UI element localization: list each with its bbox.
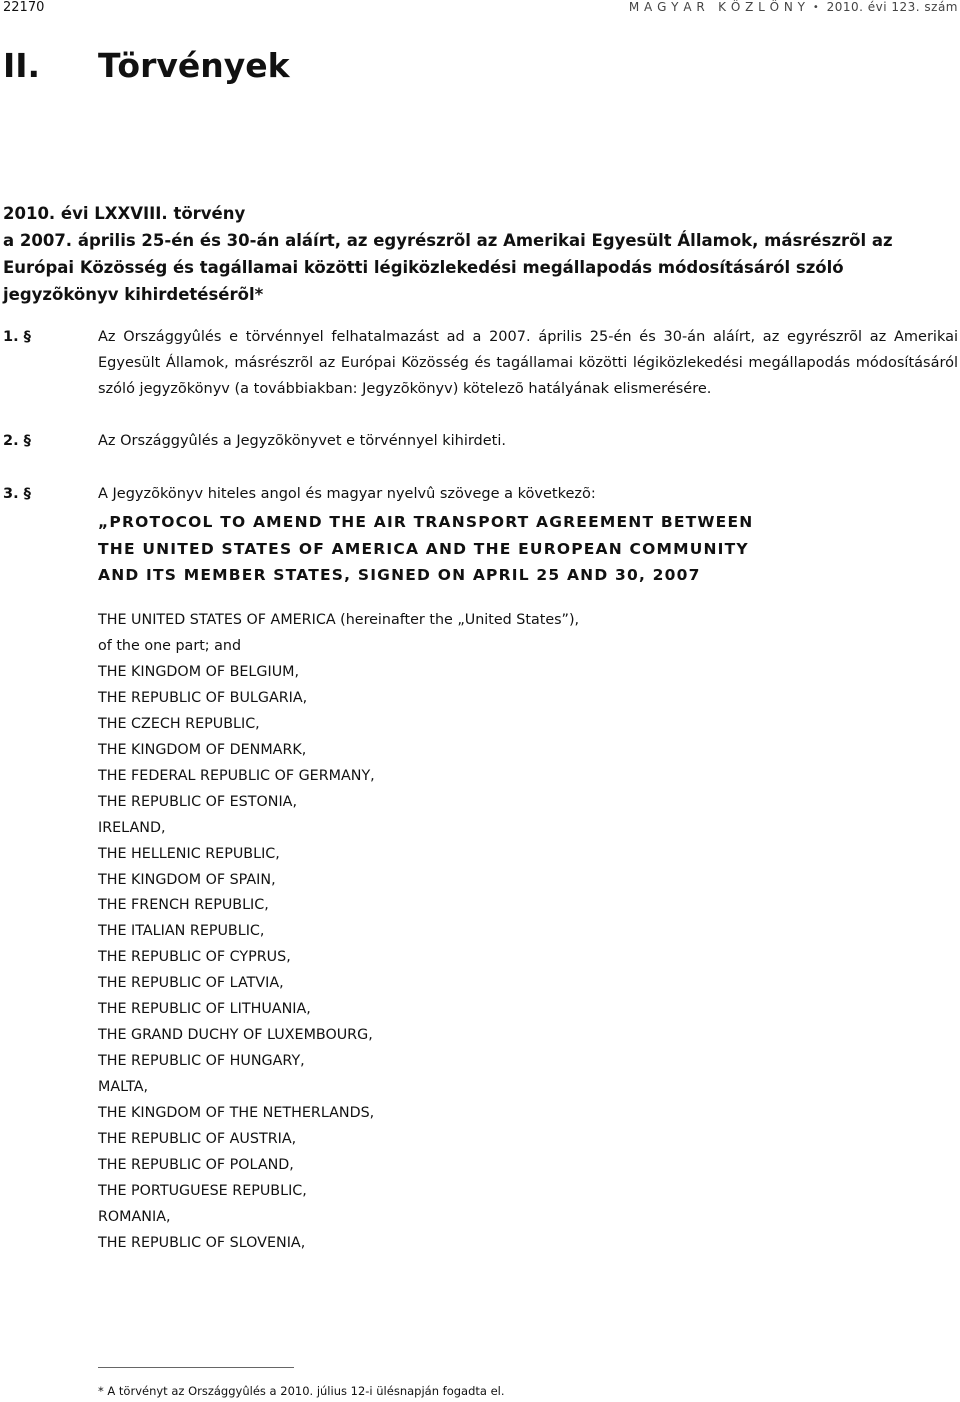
- party-item: THE FEDERAL REPUBLIC OF GERMANY,: [98, 767, 375, 784]
- party-item: THE CZECH REPUBLIC,: [98, 715, 260, 732]
- footnote-divider: [98, 1367, 294, 1368]
- party-item: THE HELLENIC REPUBLIC,: [98, 845, 280, 862]
- party-item: THE REPUBLIC OF ESTONIA,: [98, 793, 297, 810]
- party-item: THE FRENCH REPUBLIC,: [98, 897, 269, 914]
- footnote: * A törvényt az Országgyûlés a 2010. július 12-i ülésnapján fogadta el.: [98, 1384, 505, 1398]
- issue-number: 2010. évi 123. szám: [826, 0, 958, 14]
- running-header: [629, 0, 958, 14]
- law-subject: a 2007. április 25-én és 30-án aláírt, az egyrészrõl az Amerikai Egyesült Államok, másrészrõl az Európai Közösség és tagállamai közötti légiközlekedési megállapodás módosításáról szóló jegyzõkönyv kihirdetésérõl*: [3, 231, 893, 304]
- party-item: ROMANIA,: [98, 1208, 171, 1225]
- law-heading: [3, 200, 958, 308]
- party-item: THE REPUBLIC OF POLAND,: [98, 1157, 294, 1174]
- party-item: THE REPUBLIC OF LITHUANIA,: [98, 1001, 311, 1018]
- party-item: THE REPUBLIC OF HUNGARY,: [98, 1053, 305, 1070]
- section-heading: [3, 46, 290, 85]
- party-item: THE REPUBLIC OF CYPRUS,: [98, 949, 291, 966]
- paragraph-number: 1. §: [3, 329, 31, 345]
- party-item: THE KINGDOM OF SPAIN,: [98, 871, 276, 888]
- party-item: of the one part; and: [98, 637, 242, 654]
- bullet-separator: •: [812, 2, 820, 13]
- journal-name: M A G Y A R K Ö Z L Ö N Y: [628, 0, 806, 14]
- party-item: THE REPUBLIC OF BULGARIA,: [98, 689, 308, 706]
- party-item: MALTA,: [98, 1079, 149, 1096]
- party-item: THE KINGDOM OF BELGIUM,: [98, 663, 300, 680]
- protocol-title-line: AND ITS MEMBER STATES, SIGNED ON APRIL 25 AND 30, 2007: [98, 566, 701, 584]
- party-item: THE REPUBLIC OF LATVIA,: [98, 975, 284, 992]
- parties-list: [98, 608, 579, 1257]
- protocol-title: [98, 509, 798, 589]
- party-item: THE UNITED STATES OF AMERICA (hereinafter the „United States”),: [98, 612, 580, 628]
- party-item: THE GRAND DUCHY OF LUXEMBOURG,: [98, 1027, 373, 1044]
- paragraph-number: 2. §: [3, 433, 31, 449]
- paragraph-number: 3. §: [3, 486, 31, 502]
- paragraph-text: Az Országgyûlés e törvénnyel felhatalmazást ad a 2007. április 25-én és 30-án aláírt, az egyrészrõl az Amerikai Egyesült Államok, másrészrõl az Európai Közösség és tagállamai közötti légiközlekedési megállapodás módosításáról szóló jegyzõkönyv (a továbbiakban: Jegyzõkönyv) kötelezõ hatályának elismerésére.: [98, 329, 958, 397]
- party-item: THE PORTUGUESE REPUBLIC,: [98, 1182, 307, 1199]
- party-item: THE REPUBLIC OF AUSTRIA,: [98, 1131, 297, 1148]
- party-item: THE KINGDOM OF THE NETHERLANDS,: [98, 1105, 375, 1122]
- paragraph-text: A Jegyzõkönyv hiteles angol és magyar nyelvû szövege a következõ:: [98, 486, 596, 502]
- page-number: 22170: [3, 0, 45, 15]
- paragraph-3: [3, 481, 958, 507]
- paragraph-2: [3, 428, 958, 454]
- party-item: THE ITALIAN REPUBLIC,: [98, 923, 265, 940]
- section-title: Törvények: [98, 46, 290, 85]
- law-number: 2010. évi LXXVIII. törvény: [3, 204, 246, 223]
- protocol-title-line: THE UNITED STATES OF AMERICA AND THE EUROPEAN COMMUNITY: [98, 539, 749, 558]
- paragraph-1: [3, 324, 958, 402]
- protocol-title-line: „PROTOCOL TO AMEND THE AIR TRANSPORT AGREEMENT BETWEEN: [98, 513, 754, 531]
- party-item: THE KINGDOM OF DENMARK,: [98, 741, 307, 758]
- party-item: THE REPUBLIC OF SLOVENIA,: [98, 1234, 306, 1251]
- party-item: IRELAND,: [98, 819, 166, 836]
- section-number: II.: [3, 46, 41, 85]
- paragraph-text: Az Országgyûlés a Jegyzõkönyvet e törvénnyel kihirdeti.: [98, 433, 507, 449]
